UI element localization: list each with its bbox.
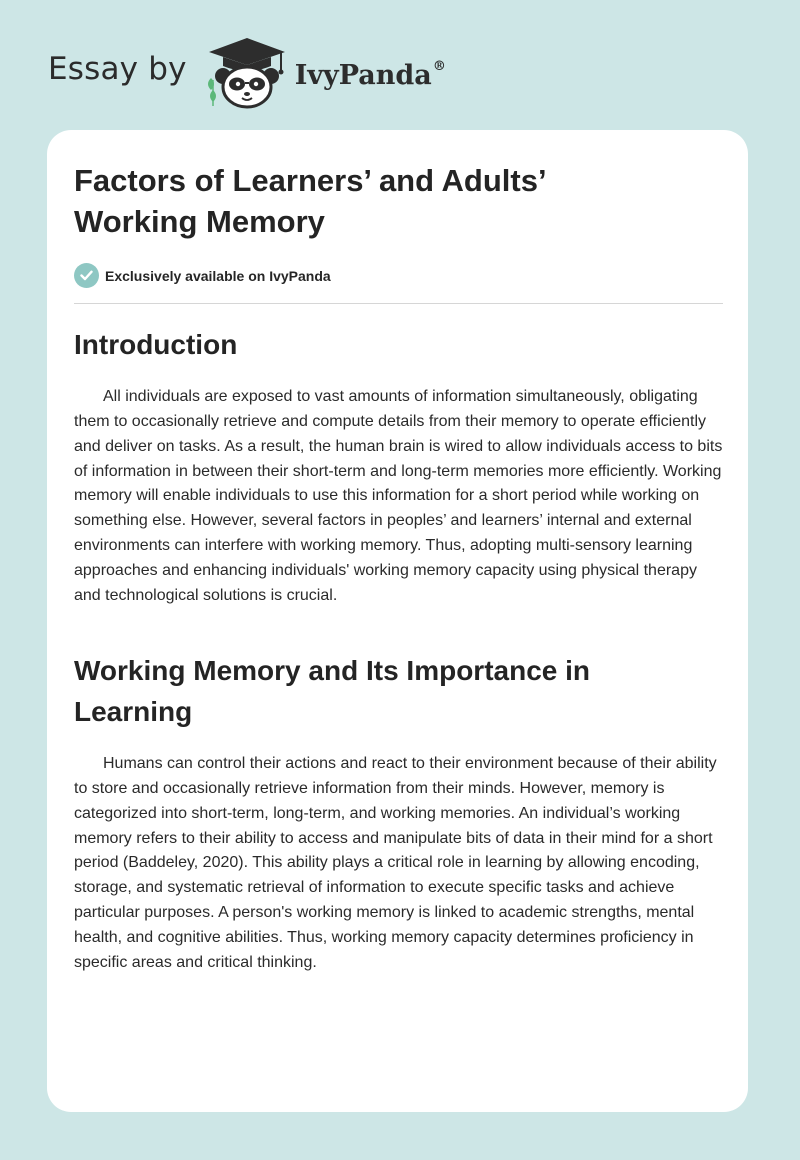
paragraph-introduction: All individuals are exposed to vast amounts of information simultaneously, obligating them to occasionally retrieve and compute details from their memory to operate efficiently and deliver on tasks. As a result, the human brain is wired to allow individuals access to bits of information in between their short-term and long-term memories more efficiently. Working memory will enable individuals to use this information for a short period while working on something else. However, several factors in peoples’ and learners’ internal and external environments can interfere with working memory. Thus, adopting multi-sensory learning approaches and enhancing individuals' working memory capacity using physical therapy and technological solutions is crucial. [74, 388, 723, 604]
divider [74, 303, 723, 304]
check-icon [74, 263, 99, 288]
section-heading-working-memory: Working Memory and Its Importance in Learning [74, 655, 591, 727]
essay-by-label: Essay by [48, 51, 187, 87]
page-title: Factors of Learners’ and Adults’ Working Memory [74, 163, 545, 239]
exclusive-text: Exclusively available on IvyPanda [105, 267, 331, 284]
exclusive-badge [74, 263, 331, 288]
registered-mark: ® [432, 58, 446, 74]
brand-name[interactable]: IvyPanda® [294, 58, 446, 91]
essay-card [47, 130, 748, 1112]
site-header [48, 34, 446, 110]
paragraph-working-memory: Humans can control their actions and react to their environment because of their ability to store and occasionally retrieve information from their minds. However, memory is categorized into short-term, long-term, and working memories. An individual’s working memory refers to their ability to access and manipulate bits of data in their mind for a short period (Baddeley, 2020). This ability plays a critical role in learning by allowing encoding, storage, and systematic retrieval of information to execute specific tasks and achieve particular purposes. A person's working memory is linked to academic strengths, mental health, and cognitive abilities. Thus, working memory capacity determines proficiency in specific areas and critical thinking. [74, 755, 717, 971]
panda-graduate-icon[interactable] [201, 34, 293, 110]
section-heading-introduction: Introduction [74, 329, 238, 360]
